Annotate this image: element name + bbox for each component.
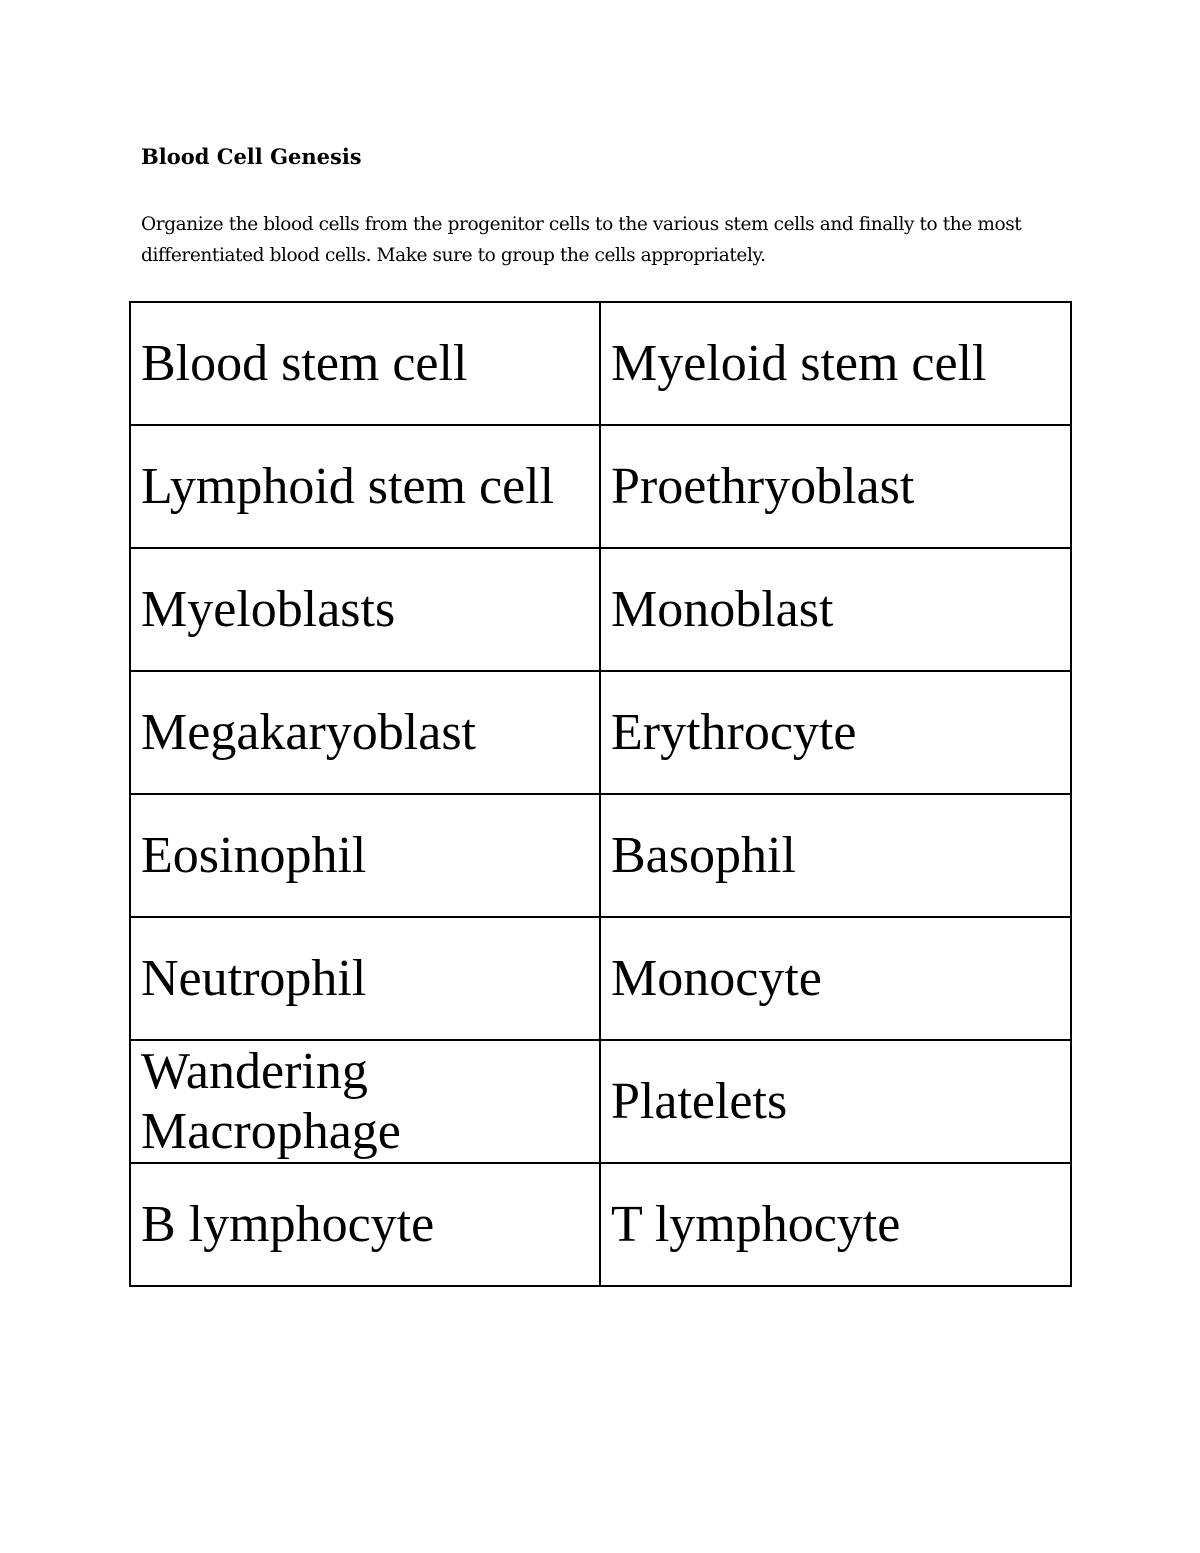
page-title: Blood Cell Genesis — [141, 144, 362, 169]
table-row — [130, 302, 1071, 425]
table-cell: Basophil — [600, 794, 1071, 917]
table-row — [130, 794, 1071, 917]
table-cell: Neutrophil — [130, 917, 600, 1040]
blood-cell-table — [129, 301, 1072, 1287]
table-cell: Wandering Macrophage — [130, 1040, 600, 1163]
table-cell: Blood stem cell — [130, 302, 600, 425]
table-cell: Lymphoid stem cell — [130, 425, 600, 548]
table-row — [130, 917, 1071, 1040]
table-row — [130, 425, 1071, 548]
table-cell: Monoblast — [600, 548, 1071, 671]
table-row — [130, 548, 1071, 671]
table-cell: T lymphocyte — [600, 1163, 1071, 1286]
table-cell: Myeloblasts — [130, 548, 600, 671]
table-row — [130, 1040, 1071, 1163]
table-row — [130, 1163, 1071, 1286]
table-row — [130, 671, 1071, 794]
instructions-text: Organize the blood cells from the progenitor cells to the various stem cells and finally to the most differentiated blood cells. Make sure to group the cells appropriately. — [141, 214, 1022, 266]
table-cell: Erythrocyte — [600, 671, 1071, 794]
table-cell: Monocyte — [600, 917, 1071, 1040]
table-cell: Platelets — [600, 1040, 1071, 1163]
table-cell: Myeloid stem cell — [600, 302, 1071, 425]
table-cell: Proethryoblast — [600, 425, 1071, 548]
table-cell: B lymphocyte — [130, 1163, 600, 1286]
table-cell: Megakaryoblast — [130, 671, 600, 794]
table-cell: Eosinophil — [130, 794, 600, 917]
